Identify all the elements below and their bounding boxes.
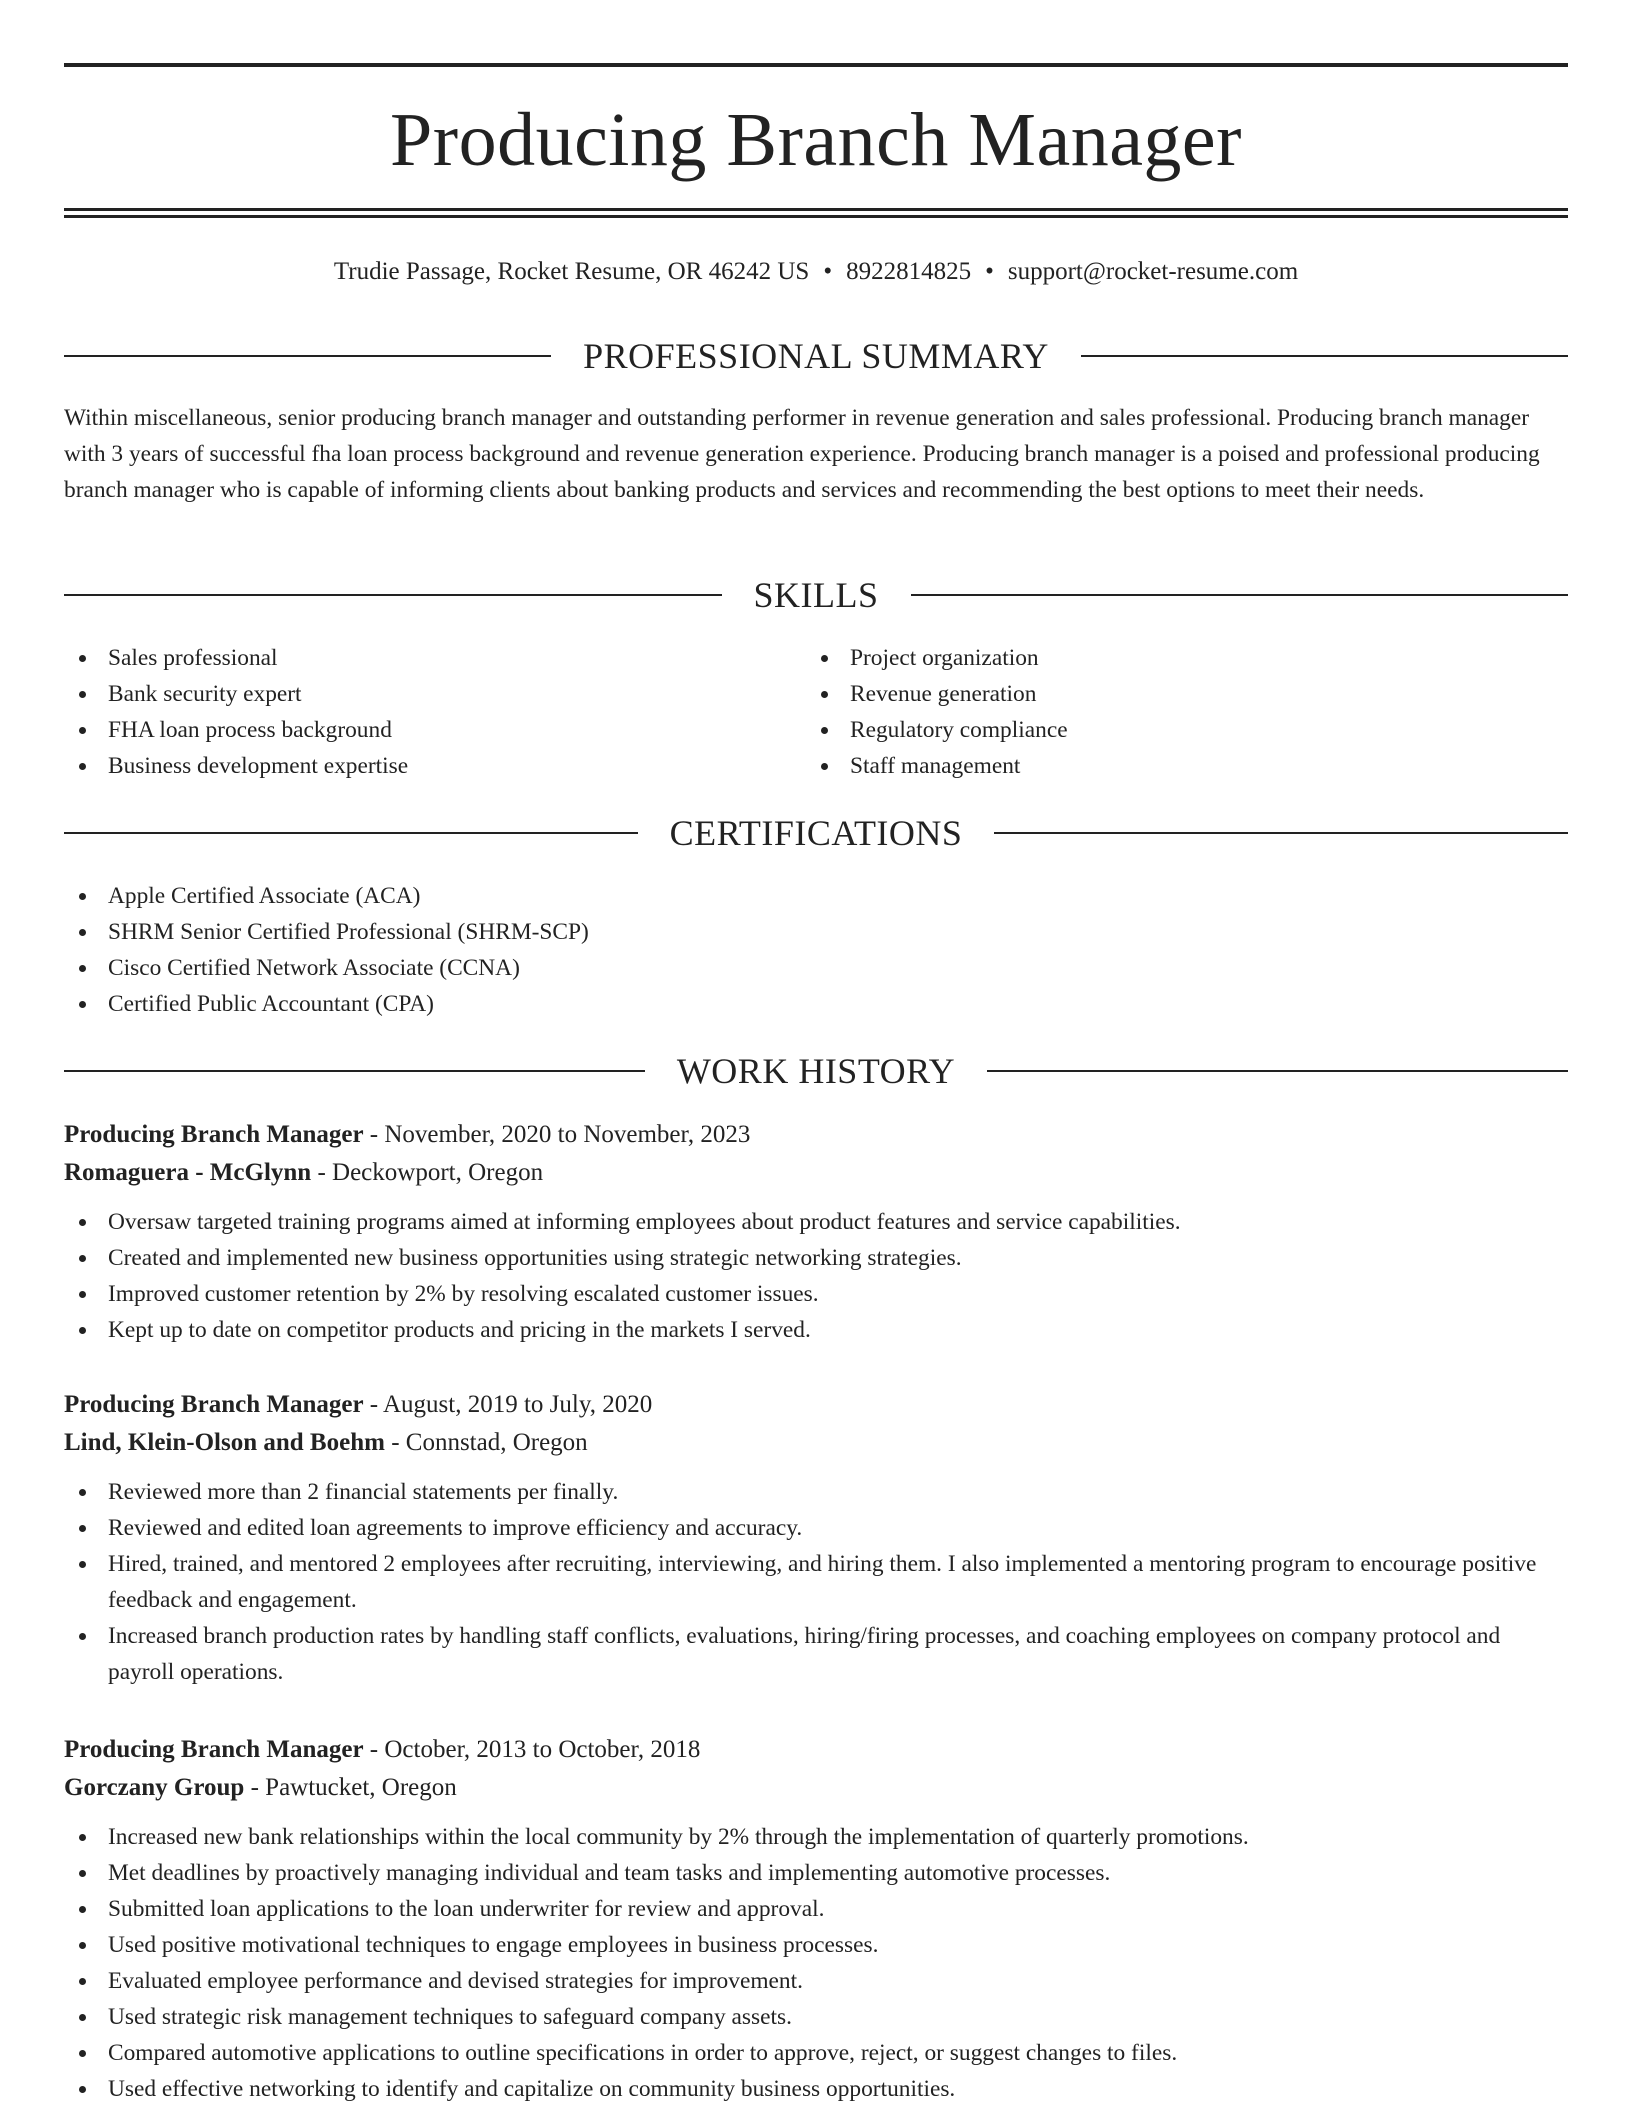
- job-bullet: Oversaw targeted training programs aimed at informing employees about product features and service capabilities.: [64, 1204, 1568, 1240]
- job-company: Gorczany Group: [64, 1774, 245, 1801]
- job-bullet: Evaluated employee performance and devised strategies for improvement.: [64, 1963, 1568, 1999]
- section-heading-summary: [64, 334, 1568, 378]
- skill-item: Project organization: [806, 640, 1506, 676]
- heading-rule: [994, 832, 1568, 834]
- skill-item: Sales professional: [64, 640, 764, 676]
- heading-rule: [64, 594, 722, 596]
- job-bullet: Used positive motivational techniques to engage employees in business processes.: [64, 1927, 1568, 1963]
- certifications-list: [64, 878, 1464, 1022]
- job-entry: [64, 1116, 1568, 1348]
- heading-rule: [64, 1070, 645, 1072]
- skills-list-left: [64, 640, 764, 784]
- certification-item: Cisco Certified Network Associate (CCNA): [64, 950, 1464, 986]
- job-title: Producing Branch Manager: [64, 1121, 364, 1148]
- contact-line: [64, 254, 1568, 290]
- job-bullet: Created and implemented new business opportunities using strategic networking strategies.: [64, 1240, 1568, 1276]
- job-title: Producing Branch Manager: [64, 1391, 364, 1418]
- heading-rule: [64, 355, 551, 357]
- section-title: CERTIFICATIONS: [669, 813, 963, 853]
- job-bullet: Increased new bank relationships within the local community by 2% through the implementation of quarterly promotions.: [64, 1819, 1568, 1855]
- certification-item: Certified Public Accountant (CPA): [64, 986, 1464, 1022]
- job-dates: - August, 2019 to July, 2020: [363, 1391, 653, 1418]
- summary-text: Within miscellaneous, senior producing branch manager and outstanding performer in revenue generation and sales professional. Producing branch manager with 3 years of successful fha loan process background and revenue generation experience. Producing branch manager is a poised and professional producing branch manager who is capable of informing clients about banking products and services and recommending the best options to meet their needs.: [64, 405, 1540, 503]
- contact-separator: •: [823, 258, 833, 285]
- heading-rule: [911, 594, 1569, 596]
- page-title: Producing Branch Manager: [390, 98, 1242, 182]
- contact-phone: 8922814825: [846, 258, 972, 285]
- certification-item: Apple Certified Associate (ACA): [64, 878, 1464, 914]
- job-title-line: [64, 1116, 1568, 1154]
- heading-rule: [1081, 355, 1568, 357]
- job-bullets: [64, 1474, 1568, 1690]
- skills-list-right: [806, 640, 1506, 784]
- title-rule-lower: [64, 215, 1568, 218]
- contact-email: support@rocket-resume.com: [1007, 258, 1299, 285]
- job-company-line: [64, 1154, 1568, 1192]
- job-location: - Deckowport, Oregon: [311, 1159, 544, 1186]
- job-bullets: [64, 1204, 1568, 1348]
- job-company: Romaguera - McGlynn: [64, 1159, 312, 1186]
- job-bullet: Used effective networking to identify and capitalize on community business opportunities.: [64, 2071, 1568, 2107]
- skill-item: Bank security expert: [64, 676, 764, 712]
- job-entry: [64, 1386, 1568, 1690]
- job-bullet: Met deadlines by proactively managing individual and team tasks and implementing automotive processes.: [64, 1855, 1568, 1891]
- job-location: - Connstad, Oregon: [384, 1429, 588, 1456]
- section-heading-certifications: [64, 811, 1568, 855]
- top-rule: [64, 63, 1568, 67]
- title-rule-upper: [64, 208, 1568, 211]
- skill-item: FHA loan process background: [64, 712, 764, 748]
- section-title: WORK HISTORY: [676, 1051, 956, 1091]
- section-title: PROFESSIONAL SUMMARY: [583, 336, 1049, 376]
- job-title: Producing Branch Manager: [64, 1736, 364, 1763]
- job-bullets: [64, 1819, 1568, 2107]
- skill-item: Regulatory compliance: [806, 712, 1506, 748]
- job-company: Lind, Klein-Olson and Boehm: [64, 1429, 385, 1456]
- section-heading-work-history: [64, 1049, 1568, 1093]
- job-bullet: Reviewed more than 2 financial statements per finally.: [64, 1474, 1568, 1510]
- skill-item: Staff management: [806, 748, 1506, 784]
- section-title: SKILLS: [753, 575, 879, 615]
- job-location: - Pawtucket, Oregon: [244, 1774, 457, 1801]
- job-bullet: Compared automotive applications to outline specifications in order to approve, reject, or suggest changes to files.: [64, 2035, 1568, 2071]
- job-bullet: Used strategic risk management techniques to safeguard company assets.: [64, 1999, 1568, 2035]
- job-company-line: [64, 1424, 1568, 1462]
- job-dates: - November, 2020 to November, 2023: [363, 1121, 751, 1148]
- job-bullet: Reviewed and edited loan agreements to improve efficiency and accuracy.: [64, 1510, 1568, 1546]
- job-bullet: Improved customer retention by 2% by resolving escalated customer issues.: [64, 1276, 1568, 1312]
- certification-item: SHRM Senior Certified Professional (SHRM-SCP): [64, 914, 1464, 950]
- job-bullet: Submitted loan applications to the loan underwriter for review and approval.: [64, 1891, 1568, 1927]
- job-bullet: Increased branch production rates by handling staff conflicts, evaluations, hiring/firing processes, and coaching employees on company protocol and payroll operations.: [64, 1618, 1568, 1690]
- skill-item: Revenue generation: [806, 676, 1506, 712]
- job-company-line: [64, 1769, 1568, 1807]
- heading-rule: [987, 1070, 1568, 1072]
- contact-separator: •: [985, 258, 994, 285]
- heading-rule: [64, 832, 638, 834]
- contact-address: Trudie Passage, Rocket Resume, OR 46242 US: [333, 258, 810, 285]
- job-bullet: Hired, trained, and mentored 2 employees after recruiting, interviewing, and hiring them. I also implemented a mentoring program to encourage positive feedback and engagement.: [64, 1546, 1568, 1618]
- job-title-line: [64, 1386, 1568, 1424]
- section-heading-skills: [64, 573, 1568, 617]
- job-entry: [64, 1731, 1568, 2107]
- job-bullet: Kept up to date on competitor products and pricing in the markets I served.: [64, 1312, 1568, 1348]
- skill-item: Business development expertise: [64, 748, 764, 784]
- job-title-line: [64, 1731, 1568, 1769]
- job-dates: - October, 2013 to October, 2018: [363, 1736, 701, 1763]
